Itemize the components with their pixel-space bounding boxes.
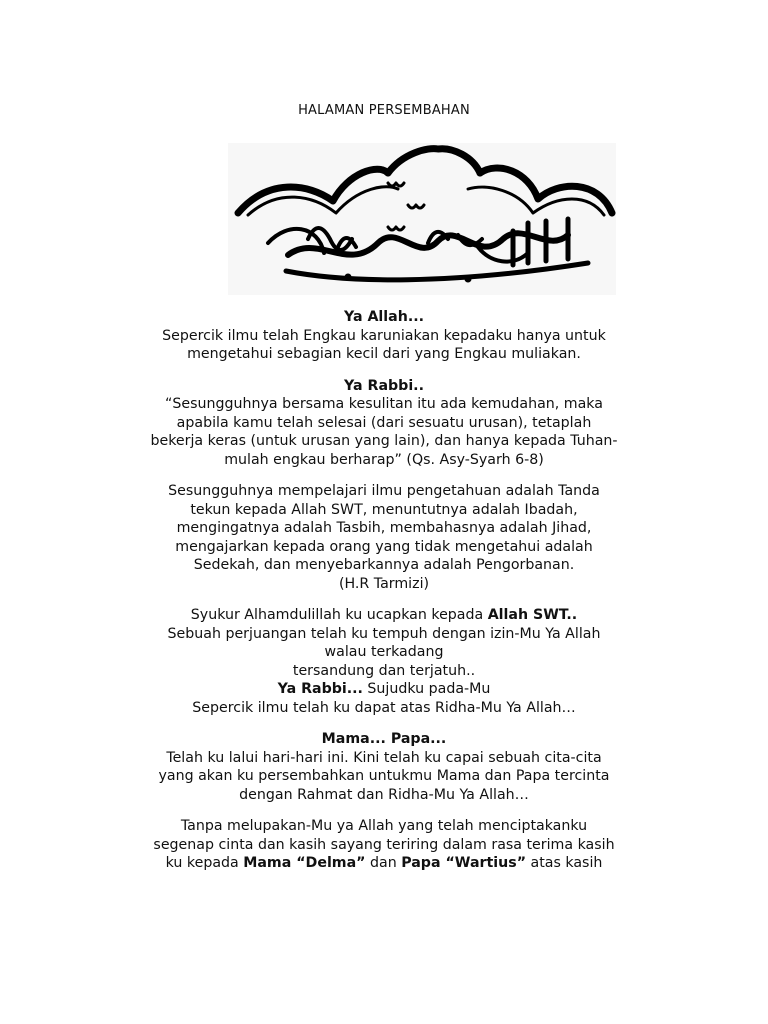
text-run: ku kepada [165, 855, 244, 871]
section-heading: Ya Allah... [343, 309, 425, 325]
text-line: mengingatnya adalah Tasbih, membahasnya adalah Jihad, [176, 520, 592, 536]
bismillah-calligraphy [228, 143, 616, 295]
text-line [0, 854, 768, 873]
section-heading: Ya Rabbi.. [344, 377, 424, 394]
dedication-content [0, 308, 768, 873]
text-bold: Mama “Delma” [243, 855, 366, 871]
text-line: tersandung dan terjatuh.. [292, 662, 476, 679]
text-line [0, 680, 768, 699]
text-line: Sesungguhnya mempelajari ilmu pengetahuan adalah Tanda [168, 483, 600, 499]
section-terima-kasih [0, 817, 768, 873]
text-line [0, 606, 768, 625]
text-line: Sedekah, dan menyebarkannya adalah Pengorbanan. [193, 557, 575, 573]
page-title: HALAMAN PERSEMBAHAN [298, 103, 470, 118]
text-run: Syukur Alhamdulillah ku ucapkan kepada [190, 607, 488, 623]
text-line: walau terkadang [324, 644, 444, 660]
text-line: mulah engkau berharap” (Qs. Asy-Syarh 6-8) [224, 451, 544, 468]
text-line: “Sesungguhnya bersama kesulitan itu ada kemudahan, maka [165, 396, 603, 412]
text-run: Sujudku pada-Mu [362, 681, 491, 697]
text-line: apabila kamu telah selesai (dari sesuatu urusan), tetaplah [176, 414, 592, 431]
section-heading: Mama... Papa... [321, 731, 447, 747]
section-ya-allah [0, 308, 768, 364]
text-line: segenap cinta dan kasih sayang teriring dalam rasa terima kasih [153, 836, 615, 853]
text-line: Tanpa melupakan-Mu ya Allah yang telah menciptakanku [180, 818, 588, 834]
section-ya-rabbi [0, 377, 768, 470]
text-line: mengetahui sebagian kecil dari yang Engkau muliakan. [187, 346, 581, 362]
text-run: atas kasih [526, 855, 603, 871]
bismillah-calligraphy-icon [228, 143, 616, 295]
text-line: tekun kepada Allah SWT, menuntutnya adalah Ibadah, [190, 501, 578, 518]
text-line: Sepercik ilmu telah ku dapat atas Ridha-Mu Ya Allah… [192, 699, 576, 716]
text-bold: Papa “Wartius” [401, 855, 527, 871]
text-line: dengan Rahmat dan Ridha-Mu Ya Allah… [239, 786, 529, 803]
text-line: (H.R Tarmizi) [338, 575, 430, 592]
text-line: Sepercik ilmu telah Engkau karuniakan kepadaku hanya untuk [162, 327, 606, 344]
text-line: yang akan ku persembahkan untukmu Mama dan Papa tercinta [158, 768, 610, 784]
text-line: Sebuah perjuangan telah ku tempuh dengan izin-Mu Ya Allah [167, 625, 601, 642]
text-bold: Ya Rabbi... [277, 681, 363, 697]
section-hadith [0, 482, 768, 593]
text-line: bekerja keras (untuk urusan yang lain), dan hanya kepada Tuhan- [150, 433, 618, 449]
text-bold: Allah SWT.. [487, 607, 578, 623]
text-line: Telah ku lalui hari-hari ini. Kini telah ku capai sebuah cita-cita [166, 749, 602, 766]
section-syukur [0, 606, 768, 717]
section-mama-papa [0, 730, 768, 804]
text-line: mengajarkan kepada orang yang tidak mengetahui adalah [175, 538, 593, 555]
text-run: dan [365, 855, 402, 871]
